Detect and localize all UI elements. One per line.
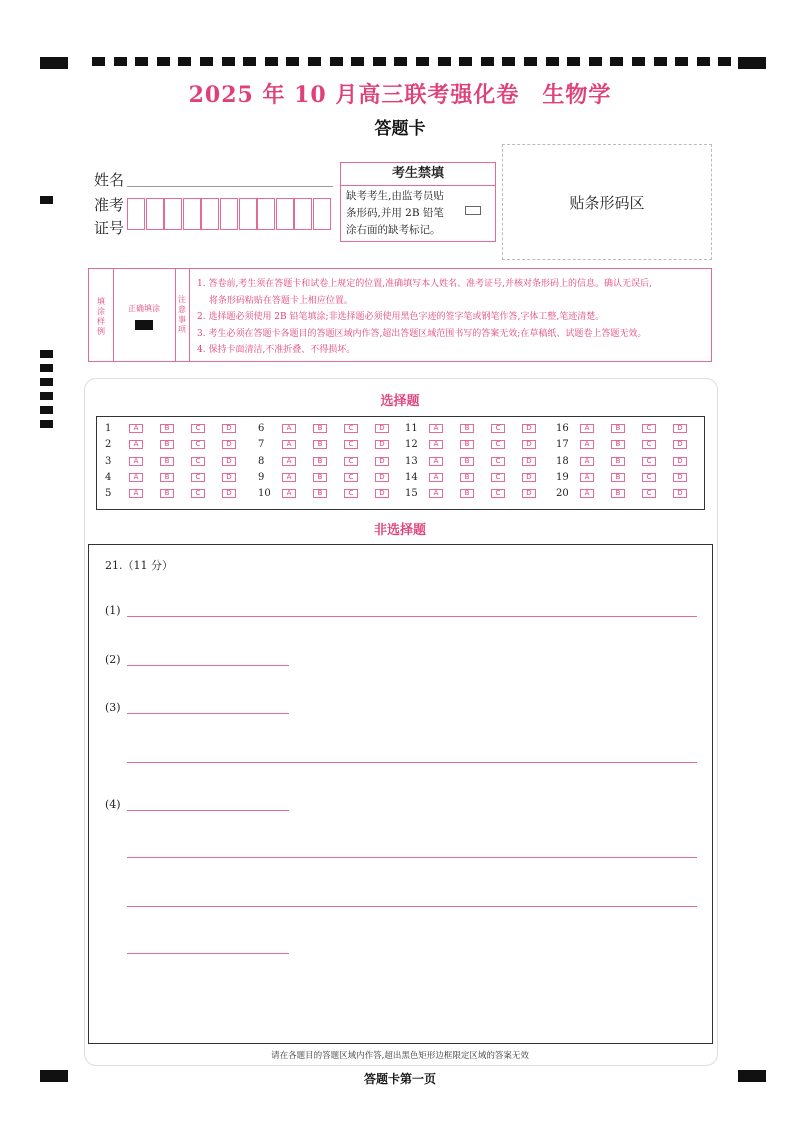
option-bubble-b[interactable]: B [313,457,327,466]
option-bubble-c[interactable]: C [642,473,656,482]
examinee-forbidden-box [340,162,496,242]
option-bubble-a[interactable]: A [282,489,296,498]
exam-id-digit-box[interactable] [201,198,219,230]
option-bubble-a[interactable]: A [129,424,143,433]
timing-mark-large [738,57,766,69]
notice-char: 注 [178,295,186,304]
exam-id-digit-box[interactable] [146,198,164,230]
option-bubble-d[interactable]: D [673,440,687,449]
option-bubble-c[interactable]: C [491,424,505,433]
barcode-area: 贴条形码区 [502,144,712,260]
option-bubble-d[interactable]: D [375,473,389,482]
question-number: 7 [258,439,265,450]
question-number: 3 [105,456,112,467]
notice-char: 事 [178,315,186,324]
question-number: 11 [405,423,418,434]
timing-mark [265,57,278,66]
top-timing-marks [40,57,766,69]
nonmcq-title: 非选择题 [373,523,426,538]
option-bubble-d[interactable]: D [222,473,236,482]
absent-mark-box[interactable] [465,206,481,215]
option-bubble-d[interactable]: D [222,424,236,433]
correct-fill-column [113,269,176,361]
timing-mark [502,57,515,66]
correct-fill-sample [135,320,153,330]
exam-id-digit-box[interactable] [276,198,294,230]
answer-line-1[interactable] [127,616,697,617]
timing-mark [675,57,688,66]
forbidden-line-3: 涂右面的缺考标记。 [346,224,441,236]
option-bubble-a[interactable]: A [129,473,143,482]
option-bubble-a[interactable]: A [580,489,594,498]
exam-id-digit-box[interactable] [183,198,201,230]
option-bubble-b[interactable]: B [160,424,174,433]
side-mark [40,196,53,204]
answer-line-3a[interactable] [127,713,289,714]
name-label: 姓名 [94,171,125,189]
timing-mark [114,57,127,66]
exam-id-digit-box[interactable] [220,198,238,230]
exam-id-digit-box[interactable] [127,198,145,230]
question-21-label: 21.（11 分） [105,559,173,572]
option-bubble-c[interactable]: C [642,440,656,449]
question-number: 1 [105,423,112,434]
exam-id-digit-box[interactable] [294,198,312,230]
option-bubble-b[interactable]: B [160,440,174,449]
notice-items [197,276,705,359]
option-bubble-c[interactable]: C [344,424,358,433]
option-bubble-c[interactable]: C [344,457,358,466]
question-number: 19 [556,472,569,483]
option-bubble-b[interactable]: B [160,473,174,482]
timing-mark [632,57,645,66]
timing-mark [330,57,343,66]
timing-mark [351,57,364,66]
option-bubble-d[interactable]: D [375,440,389,449]
correct-fill-label: 正确填涂 [128,304,160,313]
answer-line-4c[interactable] [127,906,697,907]
option-bubble-b[interactable]: B [460,424,474,433]
card-subtitle: 答题卡 [374,119,426,139]
option-bubble-d[interactable]: D [222,457,236,466]
page-label: 答题卡第一页 [363,1072,436,1086]
forbidden-title: 考生禁填 [341,163,495,186]
exam-id-digit-box[interactable] [257,198,275,230]
option-bubble-d[interactable]: D [673,489,687,498]
side-timing-mark [40,378,53,386]
answer-line-3b[interactable] [127,762,697,763]
option-bubble-d[interactable]: D [222,440,236,449]
answer-area-21[interactable] [88,544,713,1044]
timing-mark [438,57,451,66]
timing-mark [135,57,148,66]
option-bubble-c[interactable]: C [191,424,205,433]
exam-id-digit-box[interactable] [313,198,331,230]
option-bubble-c[interactable]: C [191,473,205,482]
option-bubble-d[interactable]: D [522,440,536,449]
option-bubble-c[interactable]: C [191,440,205,449]
fill-example-column [89,269,114,361]
answer-line-4a[interactable] [127,810,289,811]
option-bubble-a[interactable]: A [282,440,296,449]
option-bubble-a[interactable]: A [129,457,143,466]
question-number: 12 [405,439,418,450]
exam-id-digit-box[interactable] [239,198,257,230]
option-bubble-a[interactable]: A [429,440,443,449]
exam-title: 2025 年 10 月高三联考强化卷 生物学 [188,82,612,108]
question-number: 10 [258,488,271,499]
question-number: 15 [405,488,418,499]
side-timing-mark [40,420,53,428]
notice-item: 2. 选择题必须使用 2B 铅笔填涂;非选择题必须使用黑色字迹的签字笔或钢笔作答,字体工整,笔迹清楚。 [197,312,605,322]
option-bubble-b[interactable]: B [313,473,327,482]
question-number: 4 [105,472,112,483]
question-number: 20 [556,488,569,499]
option-bubble-c[interactable]: C [344,489,358,498]
option-bubble-b[interactable]: B [160,457,174,466]
option-bubble-b[interactable]: B [611,440,625,449]
option-bubble-a[interactable]: A [429,473,443,482]
answer-line-4b[interactable] [127,857,697,858]
timing-mark-large [40,57,68,69]
question-number: 2 [105,439,112,450]
option-bubble-a[interactable]: A [282,424,296,433]
option-bubble-b[interactable]: B [160,489,174,498]
timing-mark [567,57,580,66]
part-4-label: (4) [105,798,121,811]
notice-item: 4. 保持卡面清洁,不准折叠、不得损坏。 [197,345,356,355]
question-number: 13 [405,456,418,467]
option-bubble-d[interactable]: D [673,473,687,482]
option-bubble-a[interactable]: A [580,424,594,433]
forbidden-line-1: 缺考考生,由监考员贴 [346,190,444,202]
option-bubble-a[interactable]: A [282,457,296,466]
notice-column [175,269,190,361]
answer-line-2[interactable] [127,665,289,666]
option-bubble-b[interactable]: B [611,473,625,482]
question-number: 6 [258,423,265,434]
option-bubble-a[interactable]: A [580,473,594,482]
option-bubble-b[interactable]: B [460,473,474,482]
timing-mark [416,57,429,66]
question-number: 16 [556,423,569,434]
notice-item: 将条形码粘贴在答题卡上相应位置。 [197,295,353,306]
option-bubble-a[interactable]: A [580,457,594,466]
option-bubble-c[interactable]: C [491,473,505,482]
id-label-bottom: 证号 [94,219,125,237]
option-bubble-a[interactable]: A [282,473,296,482]
id-label-top: 准考 [94,196,125,214]
question-number: 17 [556,439,569,450]
option-bubble-a[interactable]: A [429,489,443,498]
option-bubble-d[interactable]: D [522,424,536,433]
option-bubble-a[interactable]: A [129,489,143,498]
timing-mark [243,57,256,66]
timing-mark [308,57,321,66]
option-bubble-a[interactable]: A [580,440,594,449]
timing-mark [394,57,407,66]
option-bubble-d[interactable]: D [522,457,536,466]
option-bubble-d[interactable]: D [522,489,536,498]
part-1-label: (1) [105,604,121,617]
timing-mark [697,57,710,66]
timing-mark [546,57,559,66]
timing-mark [481,57,494,66]
footer-note: 请在各题目的答题区域内作答,超出黑色矩形边框限定区域的答案无效 [271,1051,529,1061]
option-bubble-b[interactable]: B [611,457,625,466]
forbidden-line-2: 条形码,并用 2B 铅笔 [346,207,444,219]
option-bubble-d[interactable]: D [673,424,687,433]
notice-item: 3. 考生必须在答题卡各题目的答题区域内作答,超出答题区域范围书写的答案无效;在草稿纸、试题卷上答题无效。 [197,328,647,339]
option-bubble-b[interactable]: B [313,440,327,449]
option-bubble-b[interactable]: B [313,424,327,433]
timing-mark [589,57,602,66]
fill-example-char: 样 [97,317,105,326]
fill-example-char: 涂 [97,307,105,316]
answer-line-4d[interactable] [127,953,289,954]
side-timing-mark [40,350,53,358]
notes-box [88,268,712,362]
exam-id-digit-box[interactable] [164,198,182,230]
option-bubble-d[interactable]: D [375,457,389,466]
option-bubble-c[interactable]: C [191,457,205,466]
option-bubble-a[interactable]: A [429,457,443,466]
timing-mark [222,57,235,66]
question-number: 8 [258,456,265,467]
option-bubble-c[interactable]: C [642,424,656,433]
option-bubble-c[interactable]: C [191,489,205,498]
question-number: 14 [405,472,418,483]
name-field[interactable] [127,186,333,187]
option-bubble-c[interactable]: C [491,457,505,466]
fill-example-char: 例 [97,327,105,336]
timing-mark [286,57,299,66]
option-bubble-b[interactable]: B [460,489,474,498]
option-bubble-b[interactable]: B [460,440,474,449]
option-bubble-b[interactable]: B [611,489,625,498]
notice-char: 意 [178,305,186,314]
option-bubble-b[interactable]: B [611,424,625,433]
side-timing-mark [40,364,53,372]
timing-mark [92,57,105,66]
option-bubble-c[interactable]: C [642,457,656,466]
option-bubble-c[interactable]: C [491,489,505,498]
timing-mark [610,57,623,66]
notice-char: 项 [178,325,186,334]
option-bubble-d[interactable]: D [375,489,389,498]
part-3-label: (3) [105,701,121,714]
option-bubble-d[interactable]: D [673,457,687,466]
mcq-grid [96,416,705,510]
option-bubble-c[interactable]: C [642,489,656,498]
timing-mark [718,57,731,66]
question-number: 18 [556,456,569,467]
part-2-label: (2) [105,653,121,666]
option-bubble-a[interactable]: A [129,440,143,449]
timing-mark [459,57,472,66]
option-bubble-c[interactable]: C [344,473,358,482]
option-bubble-c[interactable]: C [344,440,358,449]
option-bubble-a[interactable]: A [429,424,443,433]
timing-mark [654,57,667,66]
fill-example-char: 填 [97,297,105,306]
option-bubble-c[interactable]: C [491,440,505,449]
timing-mark [373,57,386,66]
option-bubble-d[interactable]: D [375,424,389,433]
notice-item: 1. 答卷前,考生须在答题卡和试卷上规定的位置,准确填写本人姓名、准考证号,并核对条形码上的信息。确认无误后, [197,279,652,289]
option-bubble-d[interactable]: D [522,473,536,482]
question-number: 9 [258,472,265,483]
option-bubble-b[interactable]: B [313,489,327,498]
timing-mark [200,57,213,66]
mcq-title: 选择题 [380,394,420,409]
option-bubble-d[interactable]: D [222,489,236,498]
option-bubble-b[interactable]: B [460,457,474,466]
timing-mark [524,57,537,66]
timing-mark [178,57,191,66]
question-number: 5 [105,488,112,499]
timing-mark [157,57,170,66]
